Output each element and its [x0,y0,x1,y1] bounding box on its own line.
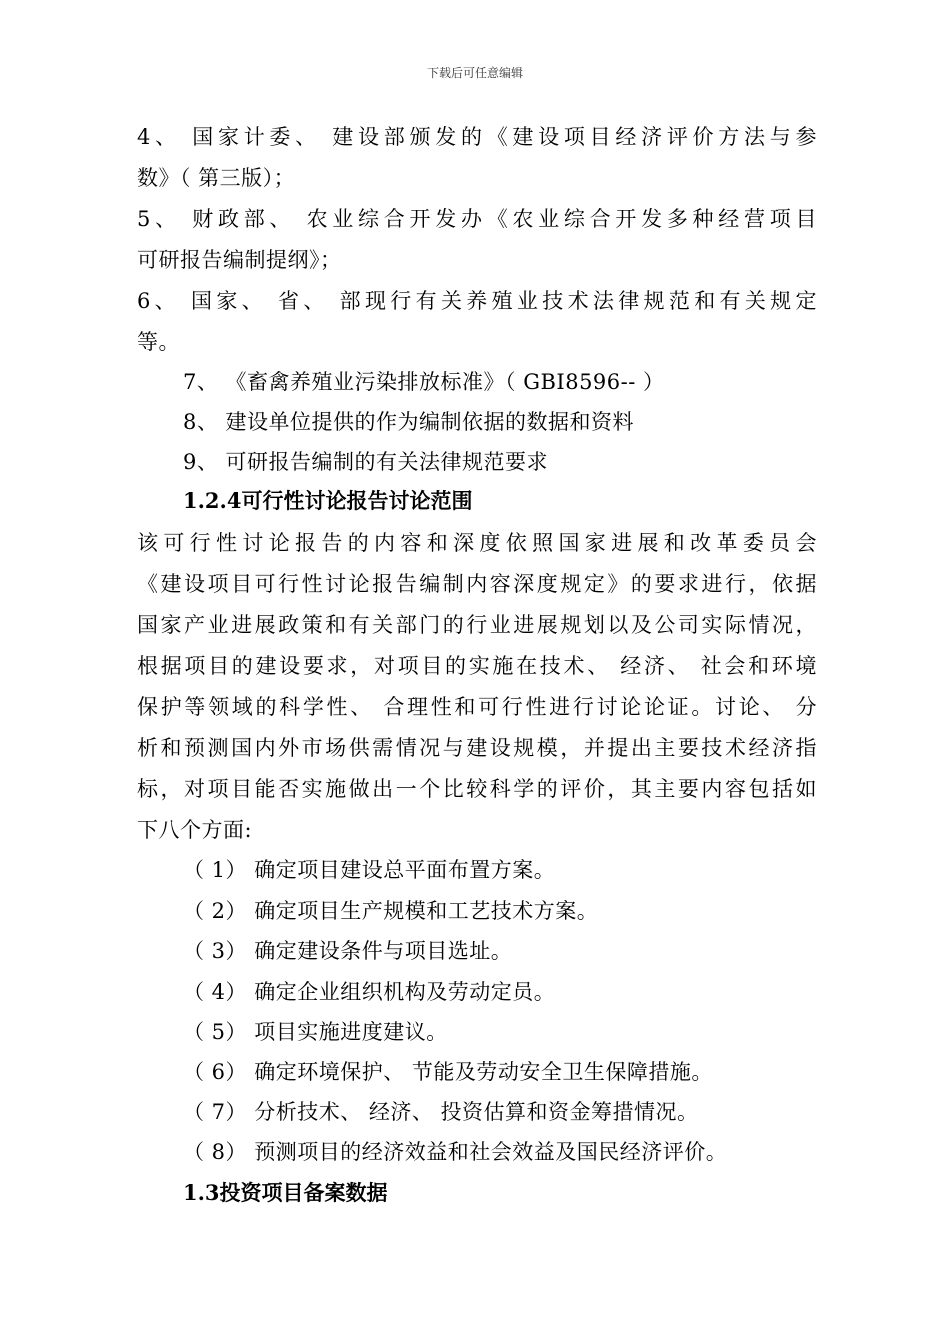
paragraph-line-5: 保护等领域的科学性、 合理性和可行性进行讨论论证。讨论、 分 [137,695,817,719]
ref-item-8: 8、 建设单位提供的作为编制依据的数据和资料 [183,410,635,434]
page-header: 下载后可任意编辑 [426,66,523,80]
list-item-8: （ 8） 预测项目的经济效益和社会效益及国民经济评价。 [183,1140,728,1164]
ref-item-5-line-2: 可研报告编制提纲》； [137,248,342,272]
paragraph-line-2: 《建设项目可行性讨论报告编制内容深度规定》的要求进行，依据 [137,572,817,596]
list-item-6: （ 6） 确定环境保护、 节能及劳动安全卫生保障措施。 [183,1060,713,1084]
paragraph-line-3: 国家产业进展政策和有关部门的行业进展规划以及公司实际情况， [137,613,817,637]
paragraph-line-6: 析和预测国内外市场供需情况与建设规模，并提出主要技术经济指 [137,736,817,760]
ref-item-4-line-2: 数》（ 第三版）； [137,166,296,190]
list-item-5: （ 5） 项目实施进度建议。 [183,1020,448,1044]
list-item-1: （ 1） 确定项目建设总平面布置方案。 [183,858,556,882]
ref-item-5-line-1: 5、 财政部、 农业综合开发办《农业综合开发多种经营项目 [137,207,817,231]
ref-item-6-line-2: 等。 [137,330,180,354]
list-item-4: （ 4） 确定企业组织机构及劳动定员。 [183,980,556,1004]
section-heading-1-3: 1.3投资项目备案数据 [183,1180,388,1205]
list-item-7: （ 7） 分析技术、 经济、 投资估算和资金筹措情况。 [183,1100,699,1124]
list-item-2: （ 2） 确定项目生产规模和工艺技术方案。 [183,899,599,923]
paragraph-line-4: 根据项目的建设要求，对项目的实施在技术、 经济、 社会和环境 [137,654,817,678]
paragraph-line-7: 标，对项目能否实施做出一个比较科学的评价，其主要内容包括如 [137,777,817,801]
ref-item-7: 7、 《畜禽养殖业污染排放标准》（ GBI8596-- ） [183,370,665,394]
paragraph-line-1: 该可行性讨论报告的内容和深度依照国家进展和改革委员会 [137,531,817,555]
ref-item-4-line-1: 4、 国家计委、 建设部颁发的《建设项目经济评价方法与参 [137,125,817,149]
ref-item-6-line-1: 6、 国家、 省、 部现行有关养殖业技术法律规范和有关规定 [137,289,817,313]
list-item-3: （ 3） 确定建设条件与项目选址。 [183,939,513,963]
ref-item-9: 9、 可研报告编制的有关法律规范要求 [183,450,549,474]
section-heading-1-2-4: 1.2.4可行性讨论报告讨论范围 [183,488,473,513]
paragraph-line-8: 下八个方面: [137,818,253,842]
